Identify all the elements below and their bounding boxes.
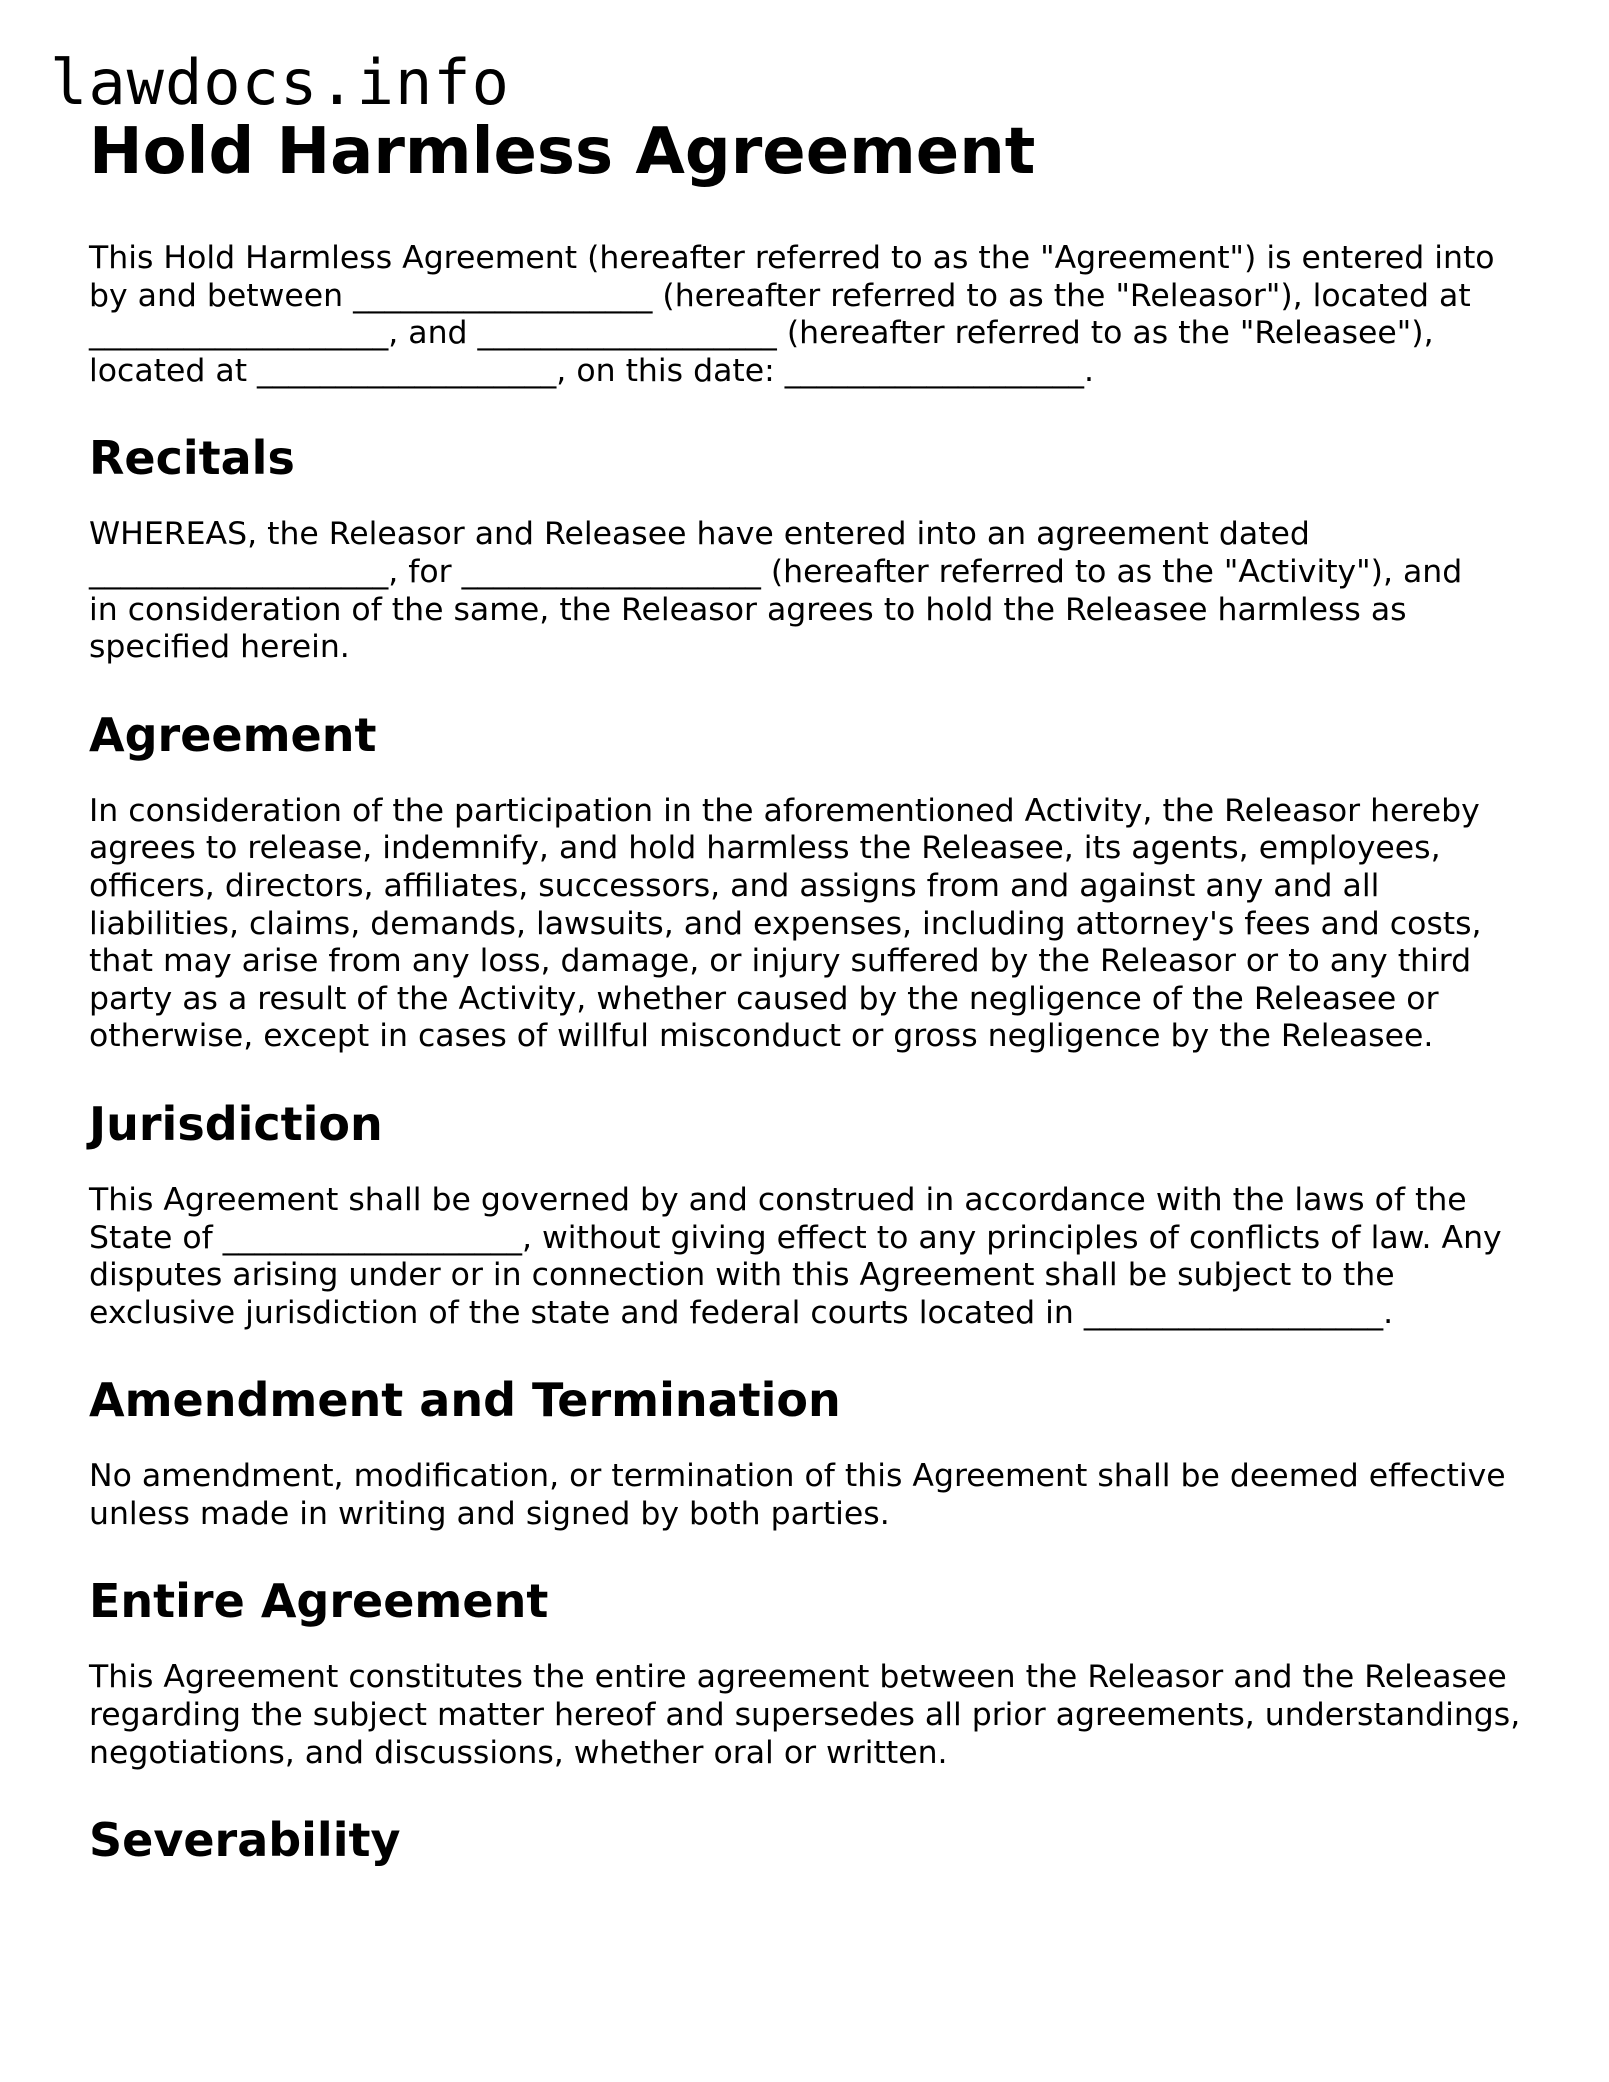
document-title: Hold Harmless Agreement [89, 115, 1036, 189]
site-watermark: lawdocs.info [50, 46, 510, 119]
intro-paragraph: This Hold Harmless Agreement (hereafter referred to as the "Agreement") is entered into by and between ___________________ (hereafter referred to as the "Releasor"), located at ___________________, and ___________________ (hereafter referred to as the "Releasee"), located at ___________________, on this date: ___________________. [89, 240, 1495, 389]
section-heading-entire-agreement: Entire Agreement [89, 1574, 549, 1629]
section-heading-recitals: Recitals [89, 431, 295, 486]
section-body-entire-agreement: This Agreement constitutes the entire agreement between the Releasor and the Releasee regarding the subject matter hereof and supersedes all prior agreements, understandings, negotiations, and discussions, whether oral or written. [89, 1659, 1521, 1771]
section-heading-agreement: Agreement [89, 707, 377, 762]
section-body-agreement: In consideration of the participation in the aforementioned Activity, the Releasor hereby agrees to release, indemnify, and hold harmless the Releasee, its agents, employees, officers, directors, affiliates, successors, and assigns from and against any and all liabilities, claims, demands, lawsuits, and expenses, including attorney's fees and costs, that may arise from any loss, damage, or injury suffered by the Releasor or to any third party as a result of the Activity, whether caused by the negligence of the Releasee or otherwise, except in cases of willful misconduct or gross negligence by the Releasee. [89, 792, 1482, 1055]
section-body-amendment: No amendment, modification, or termination of this Agreement shall be deemed effective unless made in writing and signed by both parties. [89, 1458, 1506, 1532]
section-body-jurisdiction: This Agreement shall be governed by and construed in accordance with the laws of the State of ___________________, without giving effect to any principles of conflicts of law. Any disputes arising under or in connection with this Agreement shall be subject to the exclusive jurisdiction of the state and federal courts located in ___________________. [89, 1181, 1502, 1331]
document-body [89, 110, 1529, 1898]
section-body-recitals: WHEREAS, the Releasor and Releasee have entered into an agreement dated ___________________, for ___________________ (hereafter referred to as the "Activity"), and in consideration of the same, the Releasor agrees to hold the Releasee harmless as specified herein. [89, 516, 1463, 666]
section-heading-severability: Severability [89, 1813, 401, 1868]
section-heading-amendment: Amendment and Termination [89, 1373, 841, 1428]
section-heading-jurisdiction: Jurisdiction [89, 1096, 383, 1151]
